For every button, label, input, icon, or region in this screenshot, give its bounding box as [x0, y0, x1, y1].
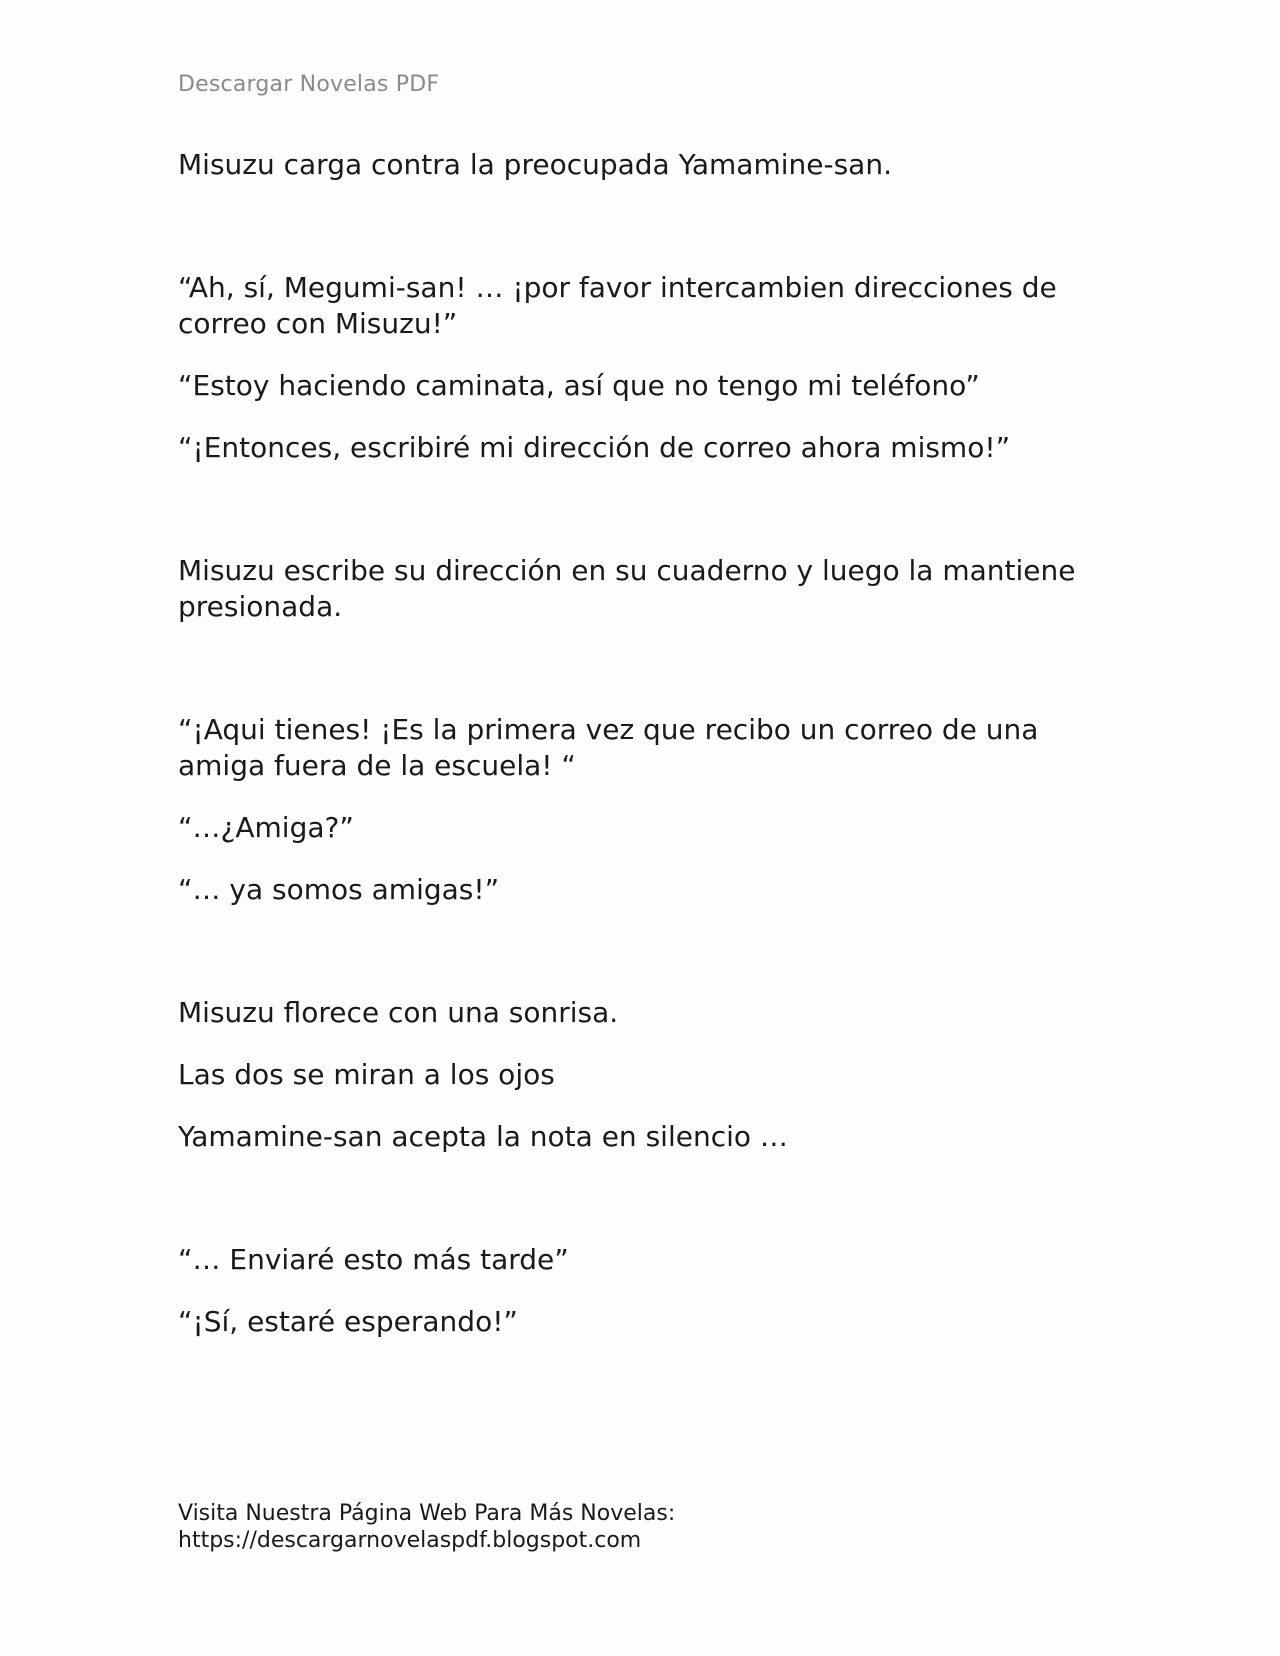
- paragraph: Yamamine-san acepta la nota en silencio …: [178, 1120, 788, 1153]
- paragraph: “… Enviaré esto más tarde”: [178, 1243, 569, 1276]
- page-footer: [178, 1500, 675, 1554]
- paragraph: “Estoy haciendo caminata, así que no tengo mi teléfono”: [178, 369, 980, 402]
- paragraph: Las dos se miran a los ojos: [178, 1058, 555, 1091]
- paragraph: Misuzu florece con una sonrisa.: [178, 996, 619, 1029]
- page-header: Descargar Novelas PDF: [178, 72, 440, 97]
- paragraph: “… ya somos amigas!”: [178, 873, 500, 906]
- paragraph: “Ah, sí, Megumi-san! … ¡por favor intercambien direcciones de correo con Misuzu!”: [178, 271, 1057, 340]
- paragraph: Misuzu escribe su dirección en su cuaderno y luego la mantiene presionada.: [178, 554, 1076, 623]
- paragraph: “…¿Amiga?”: [178, 811, 354, 844]
- paragraph: Misuzu carga contra la preocupada Yamamine-san.: [178, 148, 892, 181]
- paragraph: “¡Sí, estaré esperando!”: [178, 1305, 518, 1338]
- paragraph: “¡Aqui tienes! ¡Es la primera vez que recibo un correo de una amiga fuera de la escuela! “: [178, 713, 1039, 782]
- paragraph: “¡Entonces, escribiré mi dirección de correo ahora mismo!”: [178, 431, 1011, 464]
- footer-text: Visita Nuestra Página Web Para Más Novelas:: [178, 1501, 676, 1526]
- footer-link[interactable]: https://descargarnovelaspdf.blogspot.com: [178, 1528, 642, 1553]
